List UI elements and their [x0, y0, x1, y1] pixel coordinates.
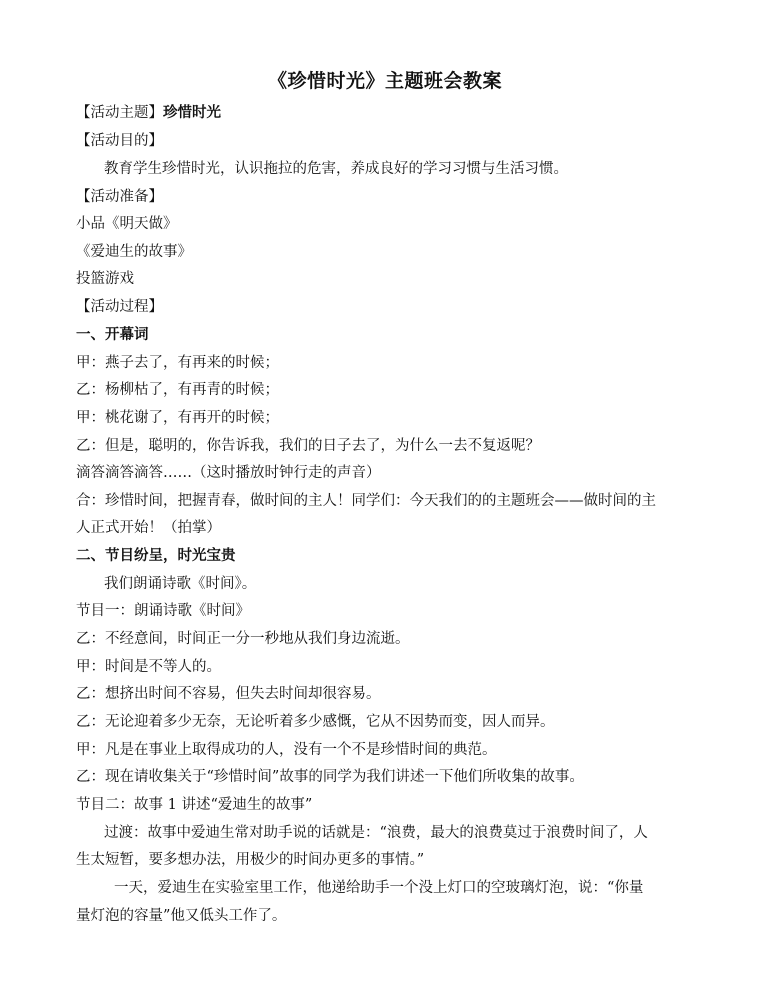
transition-line: 生太短暂，要多想办法，用极少的时间办更多的事情。” [76, 852, 425, 868]
dialogue-line: 乙：无论迎着多少无奈，无论听着多少感慨，它从不因势而变，因人而异。 [76, 714, 555, 730]
dialogue-line: 人正式开始！（拍掌） [76, 520, 221, 536]
story-line: 量灯泡的容量”他又低头工作了。 [76, 908, 287, 924]
story-line: 一天，爱迪生在实验室里工作，他递给助手一个没上灯口的空玻璃灯泡，说：“你量 [114, 880, 644, 896]
theme-label: 【活动主题】 [76, 105, 163, 121]
document-title: 《珍惜时光》主题班会教案 [267, 70, 502, 92]
dialogue-line: 甲：时间是不等人的。 [76, 659, 221, 675]
prep-item: 《爱迪生的故事》 [76, 244, 192, 260]
goal-text: 教育学生珍惜时光，认识拖拉的危害，养成良好的学习习惯与生活习惯。 [104, 161, 568, 177]
dialogue-line: 甲：凡是在事业上取得成功的人，没有一个不是珍惜时间的典范。 [76, 742, 497, 758]
section2-intro: 我们朗诵诗歌《时间》。 [104, 576, 257, 592]
prep-item: 投篮游戏 [76, 271, 134, 287]
section-heading-2: 二、节目纷呈，时光宝贵 [76, 547, 236, 564]
program-line: 节目一：朗诵诗歌《时间》 [76, 603, 250, 619]
prep-item: 小品《明天做》 [76, 216, 178, 232]
theme-line [76, 103, 696, 123]
dialogue-line: 滴答滴答滴答……（这时播放时钟行走的声音） [76, 465, 381, 481]
dialogue-line: 甲：燕子去了，有再来的时候； [76, 355, 279, 371]
goal-label: 【活动目的】 [76, 133, 163, 149]
dialogue-line: 乙：不经意间，时间正一分一秒地从我们身边流逝。 [76, 631, 410, 647]
dialogue-line: 乙：杨柳枯了，有再青的时候； [76, 382, 279, 398]
transition-line: 过渡：故事中爱迪生常对助手说的话就是：“浪费，最大的浪费莫过于浪费时间了，人 [104, 825, 648, 841]
process-label: 【活动过程】 [76, 299, 163, 315]
dialogue-line: 合：珍惜时间，把握青春，做时间的主人！同学们：今天我们的的主题班会——做时间的主 [76, 493, 656, 509]
theme-value: 珍惜时光 [163, 104, 221, 121]
dialogue-line: 乙：现在请收集关于“珍惜时间”故事的同学为我们讲述一下他们所收集的故事。 [76, 769, 584, 785]
prep-label: 【活动准备】 [76, 189, 163, 205]
dialogue-line: 甲：桃花谢了，有再开的时候； [76, 410, 279, 426]
program-line: 节目二：故事 1 讲述“爱迪生的故事” [76, 797, 313, 813]
dialogue-line: 乙：但是，聪明的，你告诉我，我们的日子去了，为什么一去不复返呢？ [76, 438, 540, 454]
section-heading-1: 一、开幕词 [76, 326, 149, 343]
dialogue-line: 乙：想挤出时间不容易，但失去时间却很容易。 [76, 686, 381, 702]
